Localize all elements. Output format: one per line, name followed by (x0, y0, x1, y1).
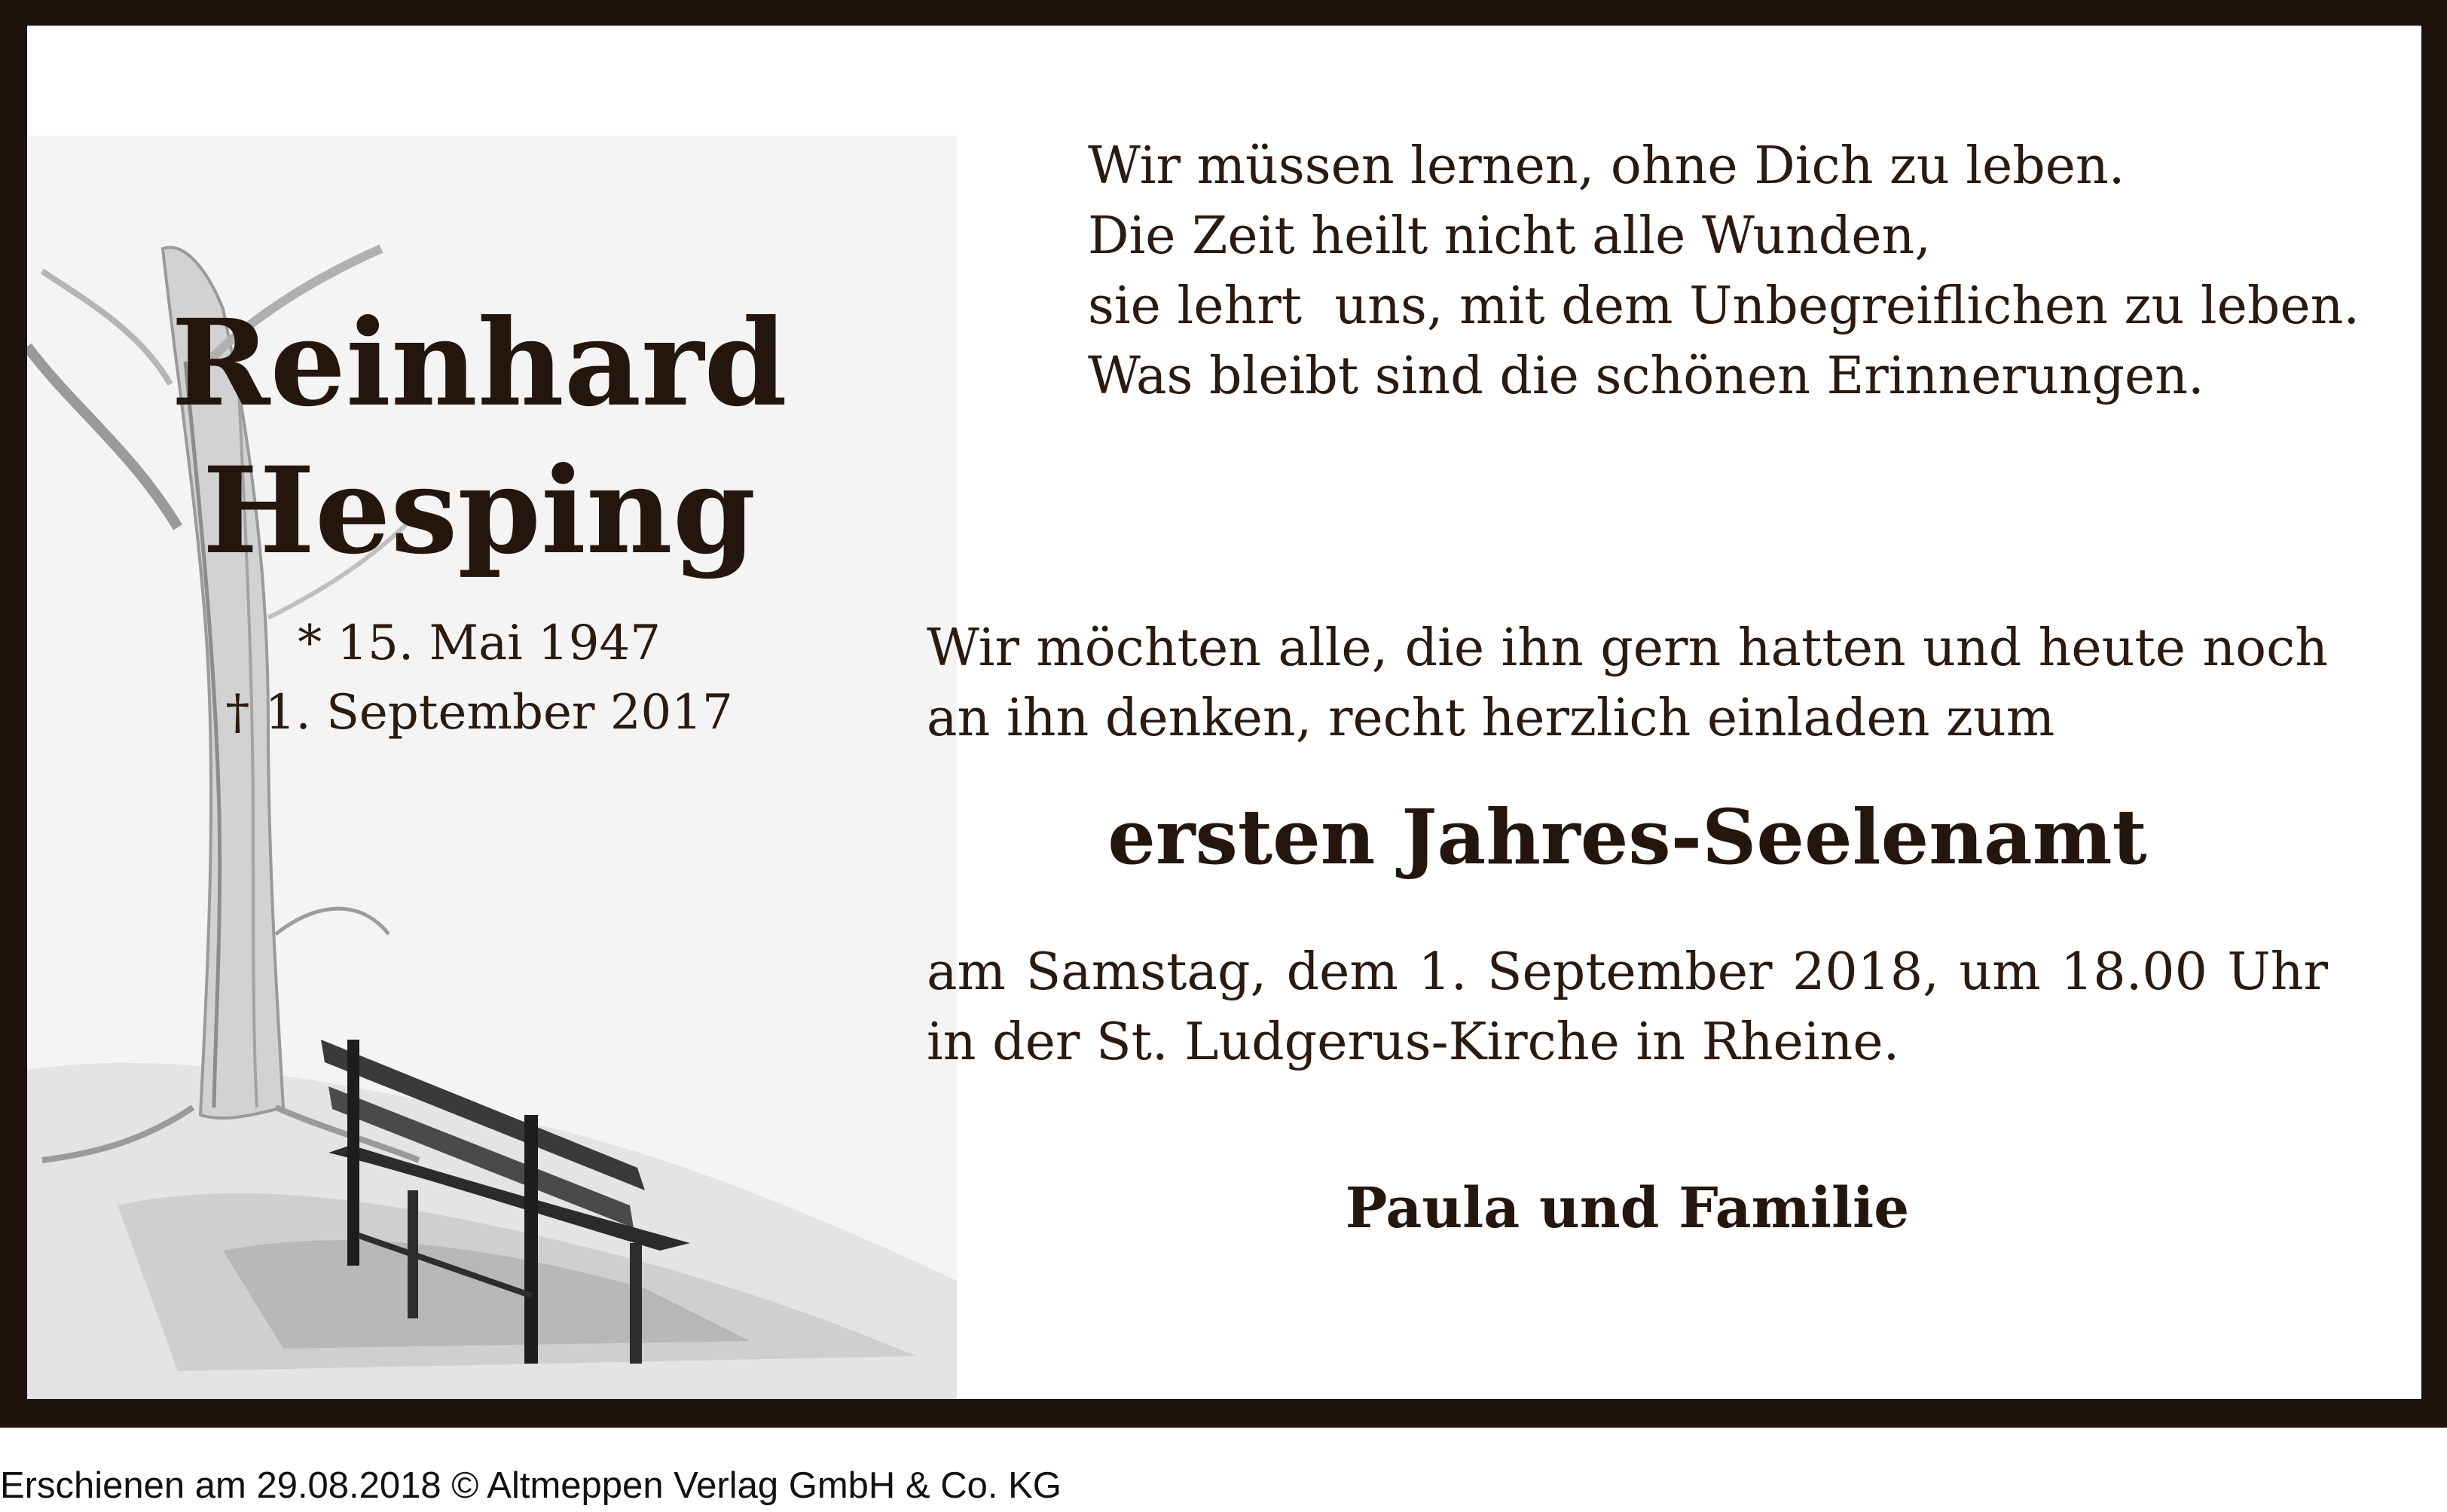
poem-line: sie lehrt uns, mit dem Unbegreiflichen zu leben. (1088, 276, 2360, 336)
event-title: ersten Jahres-Seelenamt (1107, 793, 2147, 881)
deceased-last-name: Hesping (202, 441, 756, 581)
death-date: † 1. September 2017 (225, 685, 733, 741)
poem-line: Wir müssen lernen, ohne Dich zu leben. (1088, 136, 2125, 196)
notice-panel (27, 26, 2421, 1399)
event-details: am Samstag, dem 1. September 2018, um 18.00 Uhr in der St. Ludgerus-Kirche in Rheine. (927, 942, 2328, 1072)
birth-date: * 15. Mai 1947 (298, 615, 661, 671)
publication-credit: Erschienen am 29.08.2018 © Altmeppen Verlag GmbH & Co. KG (0, 1465, 1062, 1506)
signature: Paula und Familie (1345, 1176, 1910, 1241)
memorial-poem (1088, 131, 2360, 411)
poem-line: Was bleibt sind die schönen Erinnerungen. (1088, 347, 2204, 406)
poem-line: Die Zeit heilt nicht alle Wunden, (1088, 206, 1931, 266)
deceased-first-name: Reinhard (171, 294, 787, 433)
invitation-text: Wir möchten alle, die ihn gern hatten und heute noch an ihn denken, recht herzlich einladen zum (927, 619, 2328, 748)
